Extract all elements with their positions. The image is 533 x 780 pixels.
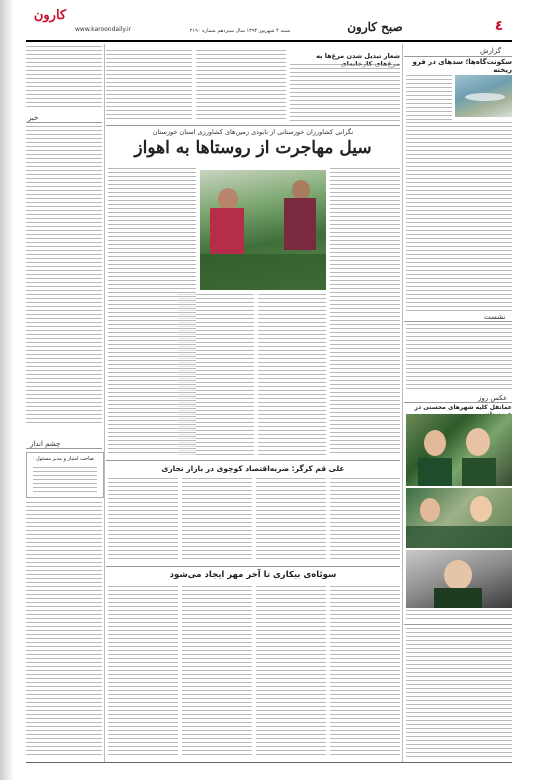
section-label-report: گزارش — [480, 47, 502, 55]
sidebar-text-2 — [406, 122, 512, 312]
top-article-text-1 — [290, 64, 400, 122]
main-text-col-2 — [258, 294, 326, 456]
lower-headline: سوئاه‌ی بیکاری تا آخر مهر ایجاد می‌شود — [169, 570, 337, 580]
lower-text-4 — [108, 586, 178, 758]
sidebar-text-4 — [406, 628, 512, 758]
lower-text-1 — [330, 586, 400, 758]
sidebar-text-3 — [406, 324, 512, 389]
left-text-3 — [26, 502, 102, 758]
footer-rule — [26, 762, 512, 763]
mid-text-4 — [108, 478, 178, 562]
top-article-text-2 — [196, 50, 286, 122]
mid-text-2 — [256, 478, 326, 562]
main-text-col-1 — [330, 168, 400, 456]
top-article-text-3 — [106, 50, 192, 122]
date-line: شنبه ۴ شهریور ۱۳۹۴ سال سیزدهم شماره ۲۱۹۰ — [189, 28, 291, 34]
lower-text-3 — [182, 586, 252, 758]
section-label-outlook: چشم انداز — [30, 440, 61, 448]
main-kicker: نگرانی کشاورزان خوزستانی از نابودی زمین‌های کشاورزی استان خوزستان — [152, 128, 354, 136]
section-label-photo: عکس روز — [478, 394, 508, 402]
section-label-news: خبر — [28, 114, 39, 122]
mid-text-1 — [330, 478, 400, 562]
divider — [106, 460, 400, 461]
publisher-box — [26, 452, 104, 498]
sidebar-photo-dam — [455, 75, 512, 117]
photo-children-3 — [406, 550, 512, 608]
divider — [404, 321, 512, 322]
photo-caption-title: عمانقل کلیه شهرهای محسنی در — [414, 404, 512, 411]
page-number: ٤ — [494, 18, 504, 34]
header-rule — [26, 40, 512, 42]
photo-caption-text — [406, 610, 512, 620]
publisher-box-title: صاحب امتیاز و مدیر مسئول — [36, 456, 94, 462]
divider — [106, 566, 400, 567]
photo-children-2 — [406, 488, 512, 548]
left-text-1 — [26, 46, 102, 108]
top-headline: شعار تبدیل شدن مرغ‌ها به — [316, 52, 400, 60]
column-rule — [402, 44, 403, 762]
divider — [404, 56, 512, 57]
lower-text-2 — [256, 586, 326, 758]
divider — [404, 402, 512, 403]
brand-title: صبح کارون — [347, 20, 403, 34]
divider — [106, 125, 400, 126]
publisher-box-text — [33, 467, 97, 493]
photo-children-1 — [406, 414, 512, 486]
divider — [404, 624, 512, 625]
section-label-meeting: نشست — [484, 313, 506, 321]
divider — [26, 122, 102, 123]
main-headline: سیل مهاجرت از روستاها به اهواز — [134, 138, 372, 158]
mid-headline: علی قم کرگر: ضربه‌اقتصاد کوچوی در بازار تجاری — [161, 464, 345, 473]
mid-text-3 — [182, 478, 252, 562]
logo — [30, 8, 70, 26]
logo-text: کارون — [33, 8, 67, 23]
website-url: www.karoondaily.ir — [75, 26, 132, 33]
divider — [26, 448, 102, 449]
main-text-col-4 — [108, 168, 196, 456]
page-fold-shadow — [0, 0, 14, 780]
main-photo-farmers — [200, 170, 326, 290]
sidebar-title: سکونت‌گاه‌ها؛ سد‌های در فرو ریخته — [412, 58, 512, 74]
sidebar-text-1 — [406, 75, 452, 120]
column-rule — [104, 44, 105, 762]
left-text-2 — [26, 126, 102, 426]
